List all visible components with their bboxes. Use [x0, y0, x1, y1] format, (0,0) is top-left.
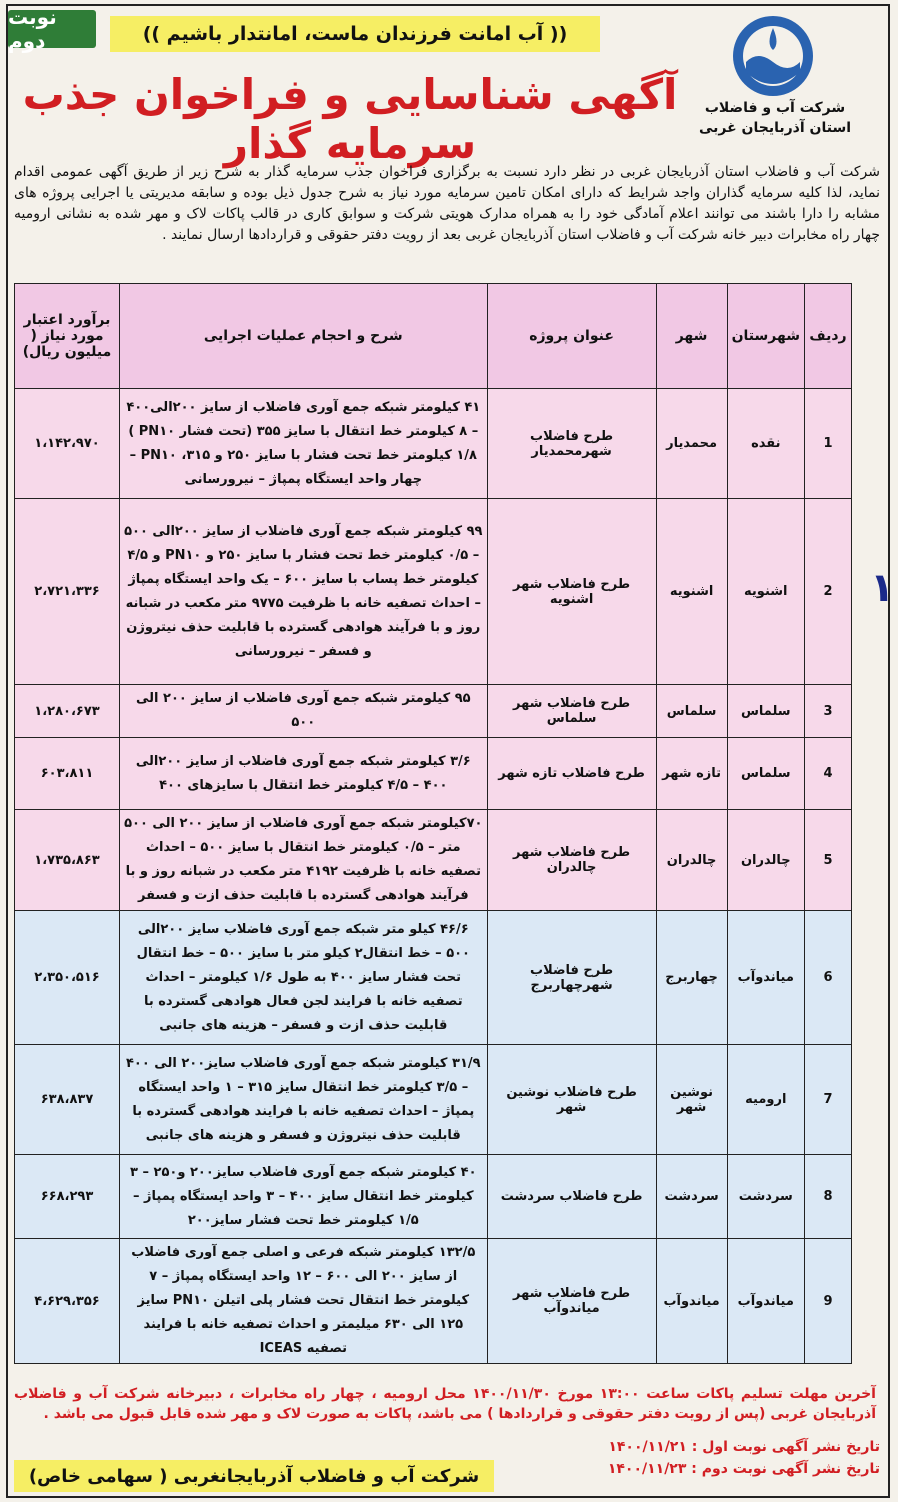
header-shahr: شهر	[656, 284, 727, 389]
motto-banner: (( آب امانت فرزندان ماست، امانتدار باشیم ))	[110, 16, 600, 52]
cell-desc: ۴۱ کیلومتر شبکه جمع آوری فاضلاب از سایز ۲۰۰الی۴۰۰ – ۸ کیلومتر خط انتقال با سایز ۳۵۵ (تحت فشار PN۱۰ ) ۱/۸ کیلومتر خط تحت فشار با سایز ۲۵۰ و ۳۱۵، PN۱۰ – چهار واحد ایستگاه پمپاژ – نیرورسانی	[120, 389, 488, 499]
cell-shahr: اشنویه	[656, 499, 727, 685]
org-line-1: شرکت آب و فاضلاب	[704, 100, 846, 116]
cell-shahr: سلماس	[656, 685, 727, 738]
cell-shahr: چهاربرج	[656, 911, 727, 1045]
table-row	[15, 810, 852, 911]
cell-shahrestan: سلماس	[727, 738, 804, 810]
cell-amount: ۲،۳۵۰،۵۱۶	[15, 911, 120, 1045]
cell-shahr: تازه شهر	[656, 738, 727, 810]
cell-amount: ۱،۷۳۵،۸۶۳	[15, 810, 120, 911]
table-row	[15, 389, 852, 499]
cell-shahr: میاندوآب	[656, 1239, 727, 1364]
header-project: عنوان پروژه	[487, 284, 656, 389]
cell-radif: 3	[805, 685, 852, 738]
table-header-row	[15, 284, 852, 389]
cell-radif: 7	[805, 1045, 852, 1155]
publish-dates	[540, 1436, 880, 1480]
cell-radif: 2	[805, 499, 852, 685]
cell-shahrestan: ارومیه	[727, 1045, 804, 1155]
cell-shahr: نوشین شهر	[656, 1045, 727, 1155]
date-second: تاریخ نشر آگهی نوبت دوم : ۱۴۰۰/۱۱/۲۳	[607, 1461, 880, 1477]
cell-desc: ۹۵ کیلومتر شبکه جمع آوری فاضلاب از سایز ۲۰۰ الی ۵۰۰	[120, 685, 488, 738]
cell-project: طرح فاضلاب شهر چالدران	[487, 810, 656, 911]
table-row	[15, 1239, 852, 1364]
cell-desc: ۳/۶ کیلومتر شبکه جمع آوری فاضلاب از سایز ۲۰۰الی ۴۰۰ – ۴/۵ کیلومتر خط انتقال با سایزهای ۴۰۰	[120, 738, 488, 810]
cell-radif: 9	[805, 1239, 852, 1364]
cell-shahrestan: میاندوآب	[727, 1239, 804, 1364]
header-amount: برآورد اعتبار مورد نیاز ( میلیون ریال)	[15, 284, 120, 389]
org-line-2: استان آذربایجان غربی	[698, 120, 852, 136]
cell-project: طرح فاضلاب سردشت	[487, 1155, 656, 1239]
header	[0, 0, 898, 168]
cell-shahrestan: چالدران	[727, 810, 804, 911]
table-row	[15, 1045, 852, 1155]
deadline-text: آخرین مهلت تسلیم پاکات ساعت ۱۳:۰۰ مورخ ۱۴۰۰/۱۱/۳۰ محل ارومیه ، چهار راه مخابرات ، دبیرخانه شرکت آب و فاضلاب آذربایجان غربی (پس از رویت دفتر حقوقی و قراردادها ) می باشد، پاکات به صورت لاک و مهر شده قابل قبول می باشد .	[14, 1386, 876, 1422]
header-radif: ردیف	[805, 284, 852, 389]
table-row	[15, 1155, 852, 1239]
cell-desc: ۱۳۲/۵ کیلومتر شبکه فرعی و اصلی جمع آوری فاضلاب از سایز ۲۰۰ الی ۶۰۰ – ۱۲ واحد ایستگاه پمپاژ – ۷ کیلومتر خط انتقال تحت فشار پلی اتیلن PN۱۰ سایز ۱۲۵ الی ۶۳۰ میلیمتر و احداث تصفیه خانه با فرایند تصفیه ICEAS	[120, 1239, 488, 1364]
cell-project: طرح فاضلاب شهرمحمدیار	[487, 389, 656, 499]
cell-shahr: چالدران	[656, 810, 727, 911]
cell-shahrestan: سلماس	[727, 685, 804, 738]
cell-shahr: سردشت	[656, 1155, 727, 1239]
cell-shahr: محمدیار	[656, 389, 727, 499]
cell-amount: ۶۳۸،۸۳۷	[15, 1045, 120, 1155]
page-title: آگهی شناسایی و فراخوان جذب سرمایه گذار	[22, 70, 678, 168]
cell-shahrestan: اشنویه	[727, 499, 804, 685]
table-row	[15, 499, 852, 685]
cell-shahrestan: نقده	[727, 389, 804, 499]
round-badge: نوبت دوم	[8, 10, 96, 48]
date-first: تاریخ نشر آگهی نوبت اول : ۱۴۰۰/۱۱/۲۱	[608, 1439, 880, 1455]
cell-project: طرح فاضلاب شهر سلماس	[487, 685, 656, 738]
handwritten-mark: ۱	[870, 565, 895, 611]
cell-radif: 8	[805, 1155, 852, 1239]
cell-project: طرح فاضلاب نوشین شهر	[487, 1045, 656, 1155]
company-footer: شرکت آب و فاضلاب آذربایجانغربی ( سهامی خاص)	[14, 1460, 494, 1492]
intro-paragraph: شرکت آب و فاضلاب استان آذربایجان غربی در نظر دارد نسبت به برگزاری فراخوان جذب سرمایه گذار به شرح زیر از طریق آگهی عمومی اقدام نماید، لذا کلیه سرمایه گذاران واجد شرایط که دارای امکان تامین سرمایه مورد نیاز به شرح جدول ذیل بوده و سابقه مدیریتی یا اجرایی پروژه های مشابه را دارا باشند می توانند اعلام آمادگی خود را به همراه مدارک هویتی شرکت و سوابق کاری در قالب پاکات لاک و مهر شده به نشانی ارومیه چهار راه مخابرات دبیر خانه شرکت آب و فاضلاب استان آذربایجان غربی بعد از رویت دفتر حقوقی و قراردادها ارسال نمایند .	[14, 164, 880, 243]
table-row	[15, 738, 852, 810]
projects-table	[14, 283, 852, 1364]
cell-amount: ۱،۱۴۲،۹۷۰	[15, 389, 120, 499]
cell-amount: ۲،۷۲۱،۳۳۶	[15, 499, 120, 685]
cell-shahrestan: سردشت	[727, 1155, 804, 1239]
cell-amount: ۱،۲۸۰،۶۷۳	[15, 685, 120, 738]
cell-radif: 1	[805, 389, 852, 499]
cell-project: طرح فاضلاب شهر میاندوآب	[487, 1239, 656, 1364]
header-desc: شرح و احجام عملیات اجرایی	[120, 284, 488, 389]
cell-desc: ۷۰کیلومتر شبکه جمع آوری فاضلاب از سایز ۲۰۰ الی ۵۰۰ متر – ۰/۵ کیلومتر خط انتقال با سایز ۵۰۰ – احداث تصفیه خانه با ظرفیت ۴۱۹۲ متر مکعب در شبانه روز و با فرآیند هوادهی گسترده با قابلیت حذف ازت و فسفر	[120, 810, 488, 911]
cell-radif: 5	[805, 810, 852, 911]
cell-amount: ۶۰۳،۸۱۱	[15, 738, 120, 810]
cell-radif: 4	[805, 738, 852, 810]
cell-project: طرح فاضلاب شهرچهاربرج	[487, 911, 656, 1045]
company-logo-icon	[718, 10, 828, 102]
table-row	[15, 685, 852, 738]
cell-project: طرح فاضلاب تازه شهر	[487, 738, 656, 810]
cell-desc: ۹۹ کیلومتر شبکه جمع آوری فاضلاب از سایز ۲۰۰الی ۵۰۰ – ۰/۵ کیلومتر خط تحت فشار با سایز ۲۵۰ و PN۱۰ و ۴/۵ کیلومتر خط پساب با سایز ۶۰۰ – یک واحد ایستگاه پمپاژ – احداث تصفیه خانه با ظرفیت ۹۷۷۵ متر مکعب در شبانه روز و با فرآیند هوادهی گسترده با قابلیت حذف نیتروژن و فسفر – نیرورسانی	[120, 499, 488, 685]
header-shahrestan: شهرستان	[727, 284, 804, 389]
cell-desc: ۴۶/۶ کیلو متر شبکه جمع آوری فاضلاب سایز ۲۰۰الی ۵۰۰ – خط انتقال۲ کیلو متر با سایز ۵۰۰ – خط انتقال تحت فشار سایز ۴۰۰ به طول ۱/۶ کیلومتر – احداث تصفیه خانه با فرایند لجن فعال هوادهی گسترده با قابلیت حذف ازت و فسفر – هزینه های جانبی	[120, 911, 488, 1045]
cell-desc: ۴۰ کیلومتر شبکه جمع آوری فاضلاب سایز۲۰۰ و۲۵۰ – ۳ کیلومتر خط انتقال سایز ۴۰۰ – ۳ واحد ایستگاه پمپاژ – ۱/۵ کیلومتر خط تحت فشار سایز۲۰۰	[120, 1155, 488, 1239]
organization-name	[690, 98, 860, 138]
cell-project: طرح فاضلاب شهر اشنویه	[487, 499, 656, 685]
cell-radif: 6	[805, 911, 852, 1045]
table-row	[15, 911, 852, 1045]
cell-amount: ۶۶۸،۲۹۳	[15, 1155, 120, 1239]
cell-amount: ۴،۶۲۹،۳۵۶	[15, 1239, 120, 1364]
cell-desc: ۳۱/۹ کیلومتر شبکه جمع آوری فاضلاب سایز۲۰۰ الی ۴۰۰ – ۳/۵ کیلومتر خط انتقال سایز ۳۱۵ – ۱ واحد ایستگاه پمپاژ – احداث تصفیه خانه با فرایند هوادهی گسترده با قابلیت حذف نیتروژن و فسفر و هزینه های جانبی	[120, 1045, 488, 1155]
cell-shahrestan: میاندوآب	[727, 911, 804, 1045]
